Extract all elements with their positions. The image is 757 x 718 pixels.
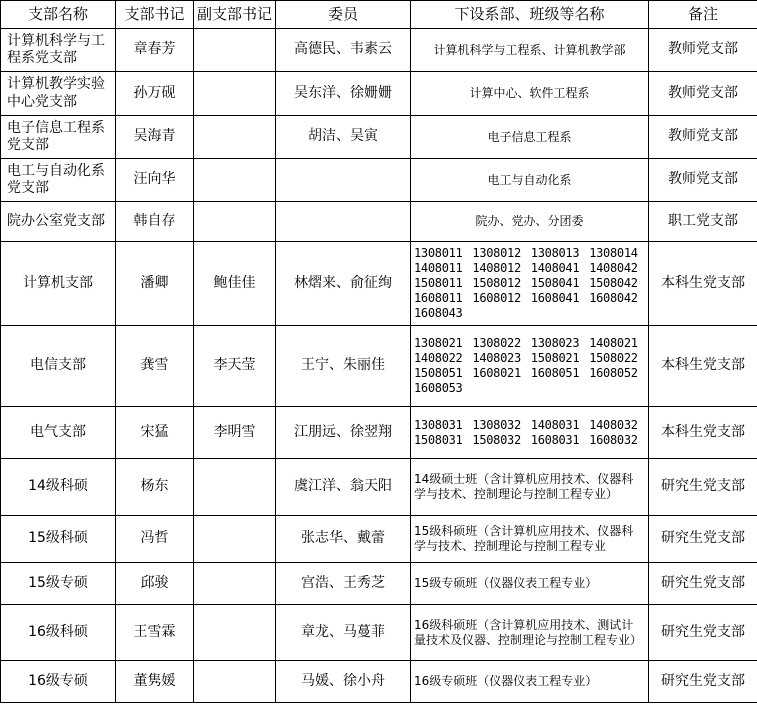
deputy-cell: [194, 563, 276, 605]
class-codes-cell: 1308031 1308032 1408031 1408032 1508031 1508032 1608031 1608032: [411, 407, 649, 459]
note-cell: 本科生党支部: [649, 242, 757, 326]
table-row: [1, 661, 757, 703]
note-cell: 教师党支部: [649, 29, 757, 72]
secretary-cell: 冯哲: [116, 516, 194, 563]
header-row: [1, 1, 757, 29]
members-cell: 虞江洋、翁天阳: [276, 459, 411, 516]
units-cell: 16级专硕班（仪器仪表工程专业）: [411, 661, 649, 703]
units-cell: 电子信息工程系: [411, 116, 649, 159]
secretary-cell: 杨东: [116, 459, 194, 516]
members-cell: [276, 159, 411, 202]
secretary-cell: 章春芳: [116, 29, 194, 72]
deputy-cell: [194, 202, 276, 242]
table-row: [1, 516, 757, 563]
note-cell: 研究生党支部: [649, 563, 757, 605]
members-cell: 张志华、戴蕾: [276, 516, 411, 563]
table-row: [1, 605, 757, 661]
branch-name-cell: 计算机支部: [1, 242, 116, 326]
table-row: [1, 72, 757, 116]
secretary-cell: 王雪霖: [116, 605, 194, 661]
deputy-cell: [194, 72, 276, 116]
branch-name-cell: 15级专硕: [1, 563, 116, 605]
deputy-cell: 鲍佳佳: [194, 242, 276, 326]
secretary-cell: 孙万砚: [116, 72, 194, 116]
members-cell: 吴东洋、徐姗姗: [276, 72, 411, 116]
header-deputy-secretary: 副支部书记: [194, 1, 276, 29]
branch-name-cell: 院办公室党支部: [1, 202, 116, 242]
units-cell: 15级专硕班（仪器仪表工程专业）: [411, 563, 649, 605]
branch-name-cell: 14级科硕: [1, 459, 116, 516]
units-cell: 计算中心、软件工程系: [411, 72, 649, 116]
members-cell: 马媛、徐小舟: [276, 661, 411, 703]
members-cell: 宫浩、王秀芝: [276, 563, 411, 605]
secretary-cell: 龚雪: [116, 326, 194, 407]
table-row: [1, 202, 757, 242]
class-codes-cell: 1308021 1308022 1308023 1408021 1408022 1408023 1508021 1508022 1508051 1608021 1608051 1608052 1608053: [411, 326, 649, 407]
table-row: [1, 459, 757, 516]
note-cell: 教师党支部: [649, 116, 757, 159]
table-row: [1, 116, 757, 159]
note-cell: 职工党支部: [649, 202, 757, 242]
secretary-cell: 董隽媛: [116, 661, 194, 703]
note-cell: 研究生党支部: [649, 459, 757, 516]
table-row: [1, 242, 757, 326]
units-cell: 计算机科学与工程系、计算机教学部: [411, 29, 649, 72]
members-cell: 林熠来、俞征绚: [276, 242, 411, 326]
deputy-cell: 李明雪: [194, 407, 276, 459]
branch-name-cell: 计算机科学与工程系党支部: [1, 29, 116, 72]
table-row: [1, 326, 757, 407]
deputy-cell: 李天莹: [194, 326, 276, 407]
secretary-cell: 吴海青: [116, 116, 194, 159]
secretary-cell: 潘卿: [116, 242, 194, 326]
header-secretary: 支部书记: [116, 1, 194, 29]
units-cell: 16级科硕班（含计算机应用技术、测试计量技术及仪器、控制理论与控制工程专业）: [411, 605, 649, 661]
members-cell: 王宁、朱丽佳: [276, 326, 411, 407]
note-cell: 教师党支部: [649, 159, 757, 202]
deputy-cell: [194, 516, 276, 563]
table-row: [1, 159, 757, 202]
branch-name-cell: 16级科硕: [1, 605, 116, 661]
note-cell: 本科生党支部: [649, 326, 757, 407]
units-cell: 15级科硕班（含计算机应用技术、仪器科学与技术、控制理论与控制工程专业: [411, 516, 649, 563]
class-codes-cell: 1308011 1308012 1308013 1308014 1408011 1408012 1408041 1408042 1508011 1508012 1508041 1508042 1608011 1608012 1608041 1608042 1608043: [411, 242, 649, 326]
branch-name-cell: 电气支部: [1, 407, 116, 459]
members-cell: 章龙、马蔓菲: [276, 605, 411, 661]
branch-name-cell: 电信支部: [1, 326, 116, 407]
note-cell: 本科生党支部: [649, 407, 757, 459]
units-cell: 院办、党办、分团委: [411, 202, 649, 242]
secretary-cell: 宋猛: [116, 407, 194, 459]
header-note: 备注: [649, 1, 757, 29]
table-row: [1, 407, 757, 459]
note-cell: 教师党支部: [649, 72, 757, 116]
deputy-cell: [194, 29, 276, 72]
branch-name-cell: 计算机教学实验中心党支部: [1, 72, 116, 116]
note-cell: 研究生党支部: [649, 605, 757, 661]
secretary-cell: 邱骏: [116, 563, 194, 605]
members-cell: 胡洁、吴寅: [276, 116, 411, 159]
header-units: 下设系部、班级等名称: [411, 1, 649, 29]
table-row: [1, 29, 757, 72]
deputy-cell: [194, 661, 276, 703]
branch-name-cell: 15级科硕: [1, 516, 116, 563]
branch-name-cell: 电子信息工程系党支部: [1, 116, 116, 159]
units-cell: 14级硕士班（含计算机应用技术、仪器科学与技术、控制理论与控制工程专业）: [411, 459, 649, 516]
note-cell: 研究生党支部: [649, 516, 757, 563]
deputy-cell: [194, 605, 276, 661]
secretary-cell: 汪向华: [116, 159, 194, 202]
deputy-cell: [194, 459, 276, 516]
branch-name-cell: 16级专硕: [1, 661, 116, 703]
deputy-cell: [194, 159, 276, 202]
branch-name-cell: 电工与自动化系党支部: [1, 159, 116, 202]
table-row: [1, 563, 757, 605]
header-members: 委员: [276, 1, 411, 29]
members-cell: 江朋远、徐翌翔: [276, 407, 411, 459]
members-cell: 高德民、韦素云: [276, 29, 411, 72]
header-branch-name: 支部名称: [1, 1, 116, 29]
deputy-cell: [194, 116, 276, 159]
note-cell: 研究生党支部: [649, 661, 757, 703]
members-cell: [276, 202, 411, 242]
secretary-cell: 韩自存: [116, 202, 194, 242]
units-cell: 电工与自动化系: [411, 159, 649, 202]
